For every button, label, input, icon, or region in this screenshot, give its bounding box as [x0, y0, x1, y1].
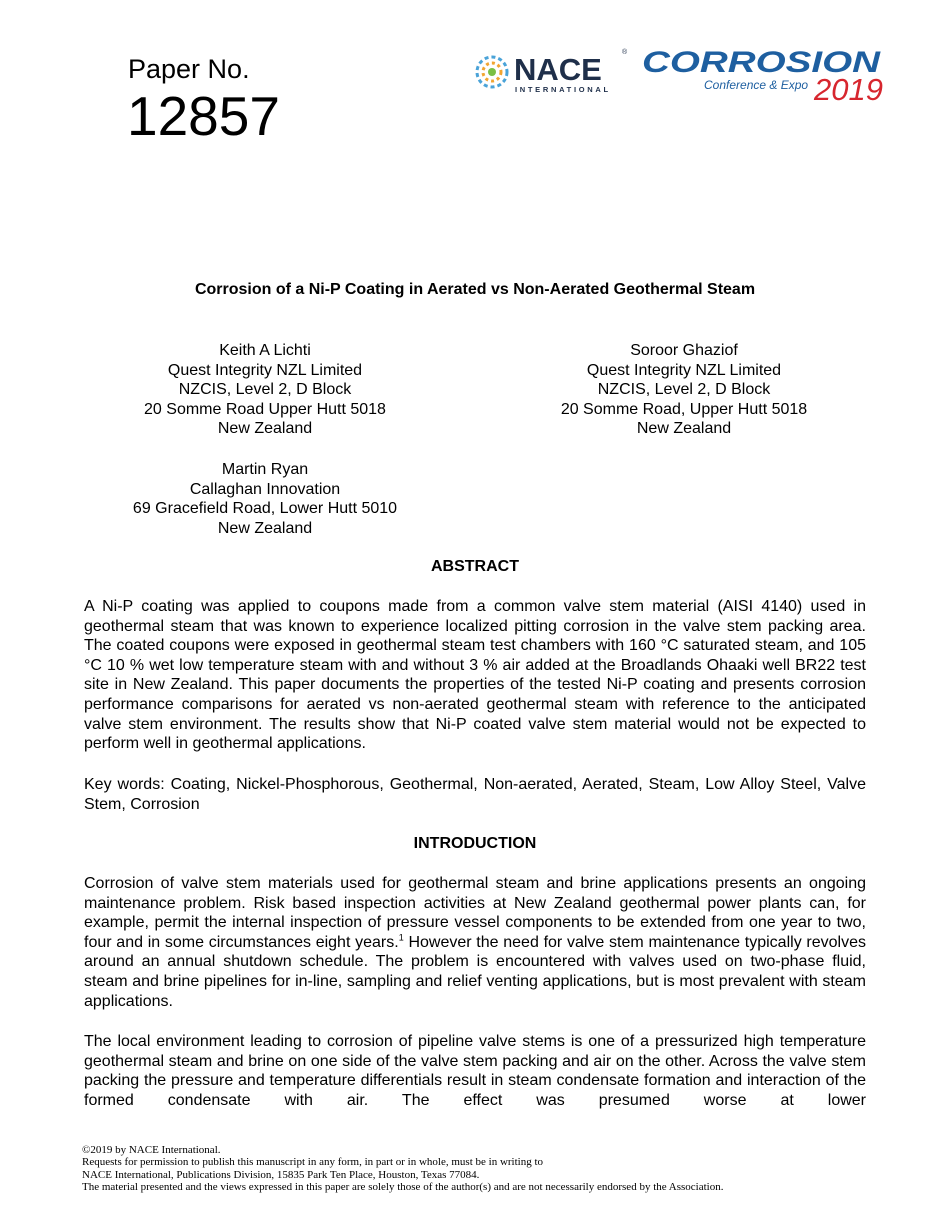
introduction-paragraph-1: [84, 874, 866, 1011]
author-block-2: [514, 341, 854, 439]
footer-line: The material presented and the views expressed in this paper are solely those of the author(s) and are not necessarily endorsed by the Association.: [82, 1180, 724, 1193]
keywords: Key words: Coating, Nickel-Phosphorous, Geothermal, Non-aerated, Aerated, Steam, Low Alloy Steel, Valve Stem, Corrosion: [84, 776, 866, 813]
author-address: 20 Somme Road, Upper Hutt 5018: [560, 400, 808, 418]
abstract-heading: ABSTRACT: [431, 558, 519, 575]
author-address: 20 Somme Road Upper Hutt 5018: [144, 400, 386, 418]
nace-globe-icon: [477, 57, 507, 87]
author-affiliation: Callaghan Innovation: [189, 480, 341, 498]
corrosion-logo-text: CORROSION: [642, 46, 882, 79]
abstract-body: A Ni-P coating was applied to coupons made from a common valve stem material (AISI 4140) used in geothermal steam that was known to experience localized pitting corrosion in the valve stem packing area. The coated coupons were exposed in geothermal steam test chambers with 160 °C saturated steam, and 105 °C 10 % wet low temperature steam with and without 3 % air added at the Broadlands Ohaaki well BR22 test site in New Zealand. This paper documents the properties of the tested Ni-P coating and presents corrosion performance comparisons for aerated vs non-aerated geothermal steam with reference to the anticipated valve stem environment. The results show that Ni-P coated valve stem material would not be expected to perform well in geothermal applications.: [84, 598, 866, 753]
paper-number-label: Paper No.: [128, 54, 250, 84]
reference-marker: 1: [398, 932, 404, 943]
corrosion-logo-subtext: Conference & Expo: [704, 78, 809, 92]
paper-number: 12857: [127, 85, 280, 147]
corrosion-logo-year: 2019: [814, 72, 883, 107]
nace-registered-mark: ®: [622, 49, 628, 56]
intro-text: However the need for valve stem maintenance typically revolves around an annual shutdown schedule. The problem is encountered with valves used on two-phase fluid, steam and brine pipelines for in-line, sampling and relief venting applications, but is most prevalent with steam applications.: [84, 933, 866, 1010]
author-block-1: [95, 341, 435, 439]
copyright-footer: [82, 1144, 882, 1193]
paper-title: Corrosion of a Ni-P Coating in Aerated vs Non-Aerated Geothermal Steam: [194, 281, 756, 298]
nace-logo-subtext: INTERNATIONAL: [515, 85, 611, 94]
footer-line: Requests for permission to publish this manuscript in any form, in part or in whole, must be in writing to: [82, 1156, 544, 1169]
introduction-heading: INTRODUCTION: [413, 835, 537, 852]
author-country: New Zealand: [217, 420, 313, 438]
author-block-3: [95, 460, 435, 538]
author-address: 69 Gracefield Road, Lower Hutt 5010: [132, 500, 398, 518]
author-country: New Zealand: [217, 519, 313, 537]
conference-logos: [470, 40, 900, 110]
footer-line: NACE International, Publications Division, 15835 Park Ten Place, Houston, Texas 77084.: [82, 1168, 480, 1181]
author-address: NZCIS, Level 2, D Block: [178, 381, 352, 399]
author-name: Keith A Lichti: [219, 342, 311, 359]
nace-logo-text: NACE: [514, 52, 602, 87]
introduction-paragraph-2: The local environment leading to corrosion of pipeline valve stems is one of a pressurized high temperature geothermal steam and brine on one side of the valve stem packing and air on the other. Across the valve stem packing the pressure and temperature differentials result in steam condensate formation and interaction of the formed condensate with air. The effect was presumed worse at lower: [84, 1033, 866, 1109]
author-affiliation: Quest Integrity NZL Limited: [167, 361, 363, 379]
author-address: NZCIS, Level 2, D Block: [597, 381, 771, 399]
author-name: Soroor Ghaziof: [630, 342, 738, 359]
author-country: New Zealand: [636, 420, 732, 438]
author-name: Martin Ryan: [221, 461, 309, 478]
intro-text: Corrosion of valve stem materials used for geothermal steam and brine applications presents an ongoing maintenance problem. Risk based inspection activities at New Zealand geothermal power plants can, for example, permit the internal inspection of pressure vessel components to be extended from one year to two, four and in some circumstances eight years.: [84, 875, 866, 951]
author-affiliation: Quest Integrity NZL Limited: [586, 361, 782, 379]
footer-line: ©2019 by NACE International.: [82, 1144, 221, 1156]
